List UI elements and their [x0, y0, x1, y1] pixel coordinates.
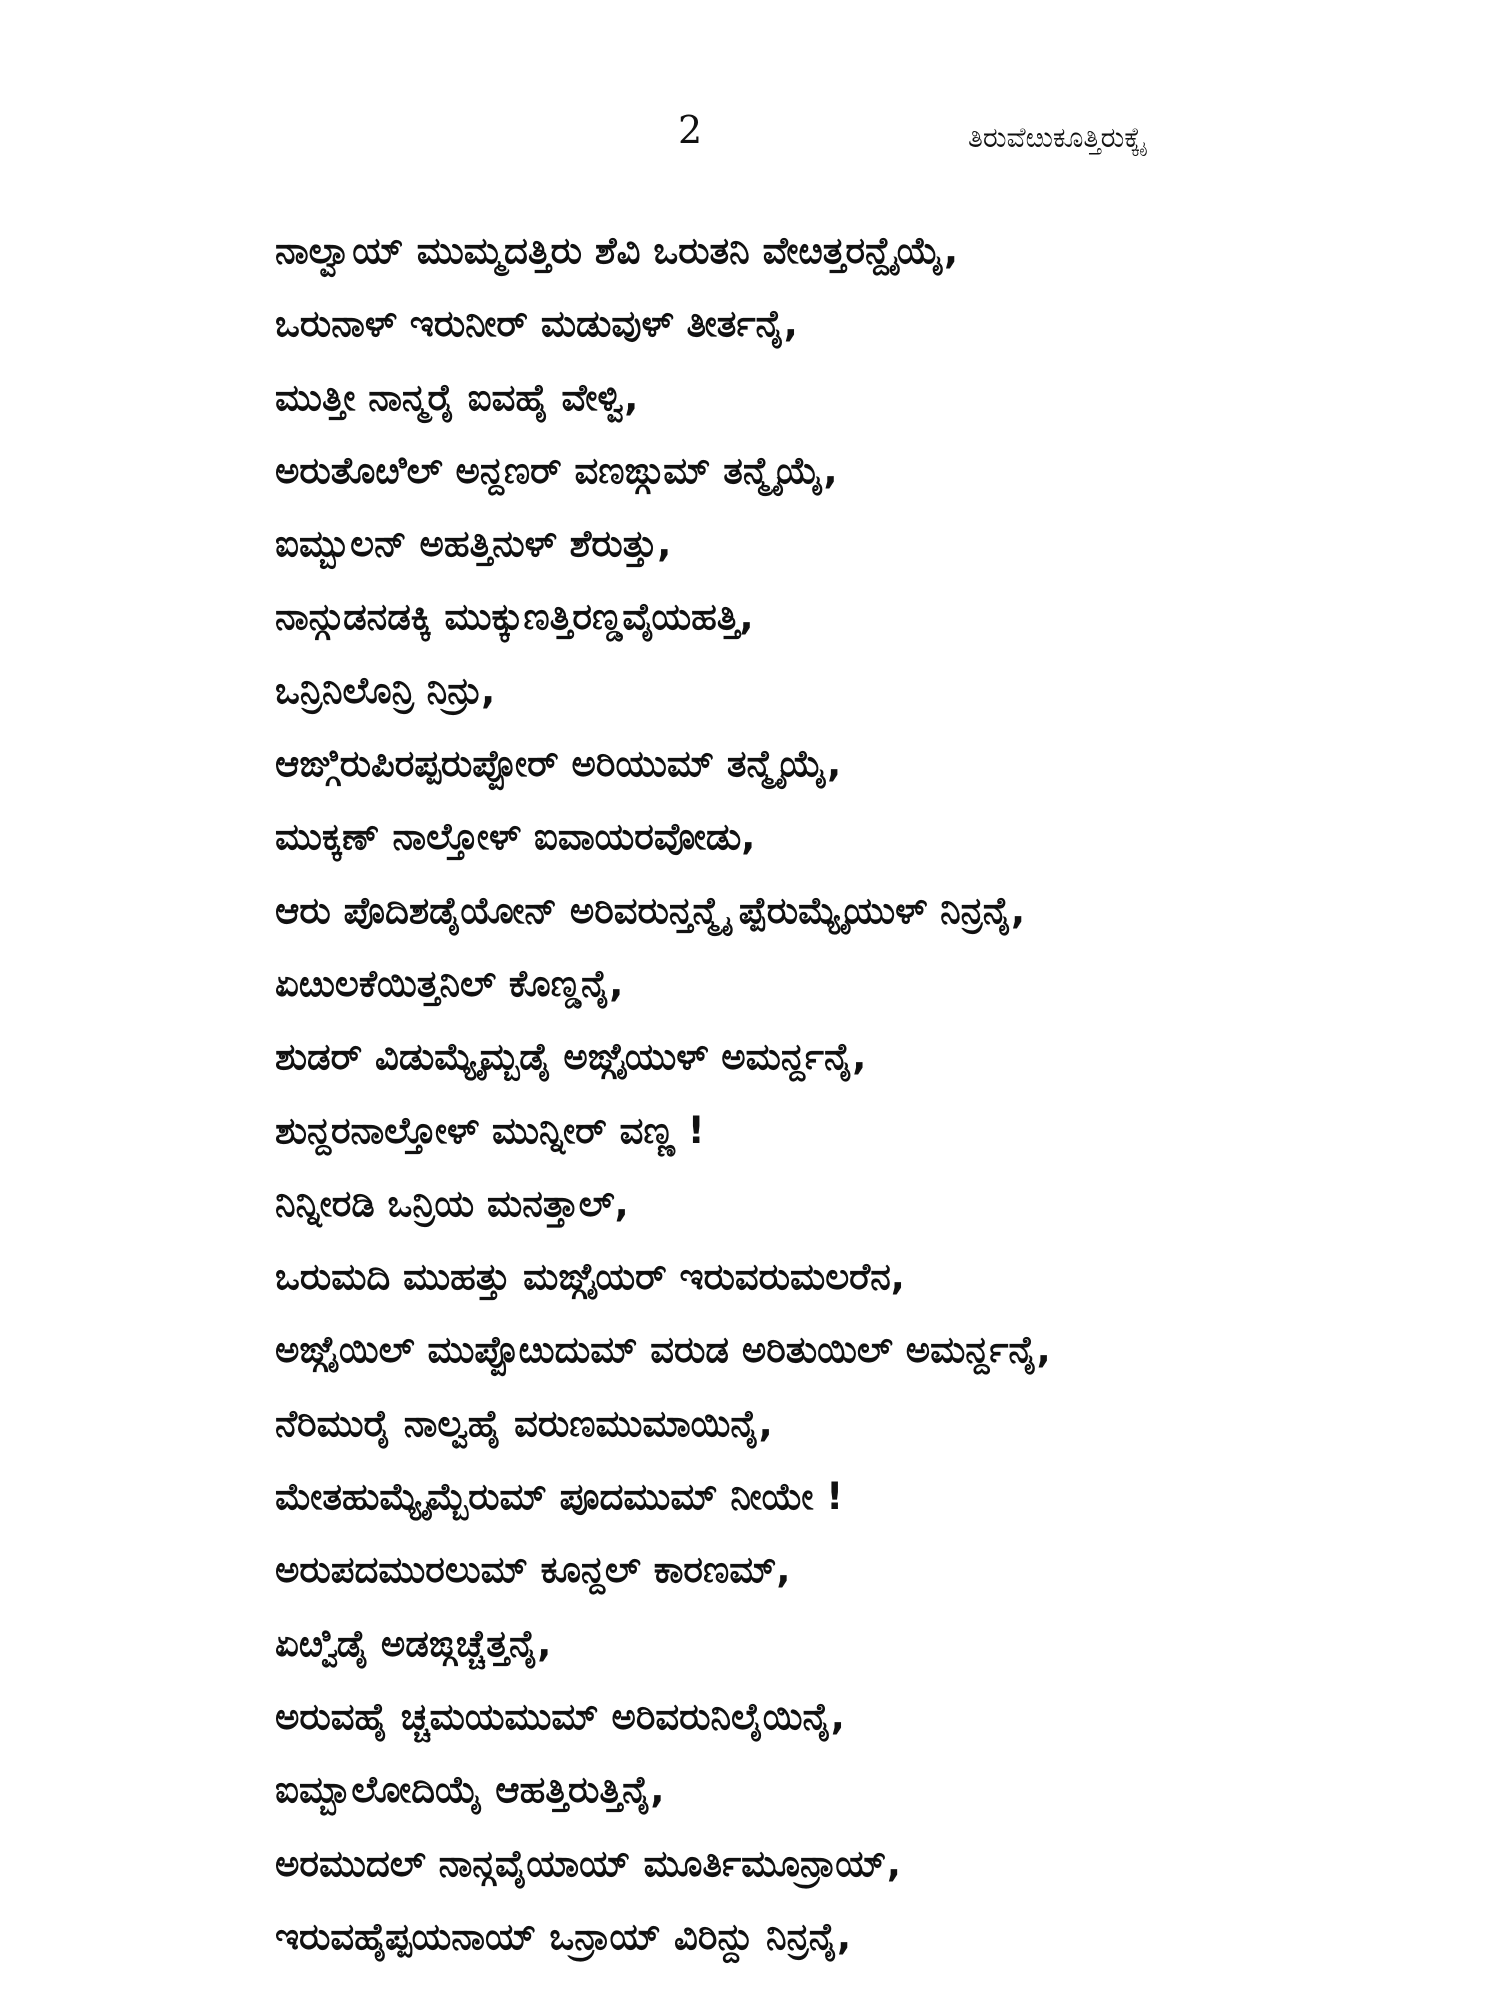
- verse-line: ಶುಡರ್ ವಿಡುಮ್ಯೈಮ್ಬಡೈ ಅಙ್ಗೈಯುಳ್ ಅಮರ್ನ್ದನೈ,: [275, 1035, 867, 1079]
- verse-line: ಮುಕ್ಕಣ್ ನಾಲ್ತೋಳ್ ಐವಾಯರವೋಡು,: [275, 815, 756, 859]
- verse-line: ನಾನ್ಗುಡನಡಕ್ಕಿ ಮುಕ್ಕುಣತ್ತಿರಣ್ಡವೈಯಹತ್ತಿ,: [275, 595, 754, 639]
- verse-line: ಐಮ್ಬಾಲೋದಿಯೈ ಆಹತ್ತಿರುತ್ತಿನೈ,: [275, 1768, 665, 1812]
- verse-line: ಐಮ್ಬುಲನ್ ಅಹತ್ತಿನುಳ್ ಶೆರುತ್ತು,: [275, 522, 672, 566]
- verse-line: ಅರುಪದಮುರಲುಮ್ ಕೂನ್ದಲ್ ಕಾರಣಮ್,: [275, 1548, 791, 1592]
- running-head-title: ತಿರುವೆೞುಕೂತ್ತಿರುಕ್ಕೈ: [968, 121, 1146, 154]
- verse-line: ಅರುತೊೞಿಲ್ ಅನ್ದಣರ್ ವಣಙ್ಗುಮ್ ತನ್ಮೈಯೈ,: [275, 448, 838, 492]
- verse-line: ಒನ್ರಿನಿಲೊನ್ರಿ ನಿನ್ರು,: [275, 668, 496, 712]
- verse-line: ನೆರಿಮುರೈ ನಾಲ್ವಹೈ ವರುಣಮುಮಾಯಿನೈ,: [275, 1401, 773, 1445]
- verse-line: ಅಙ್ಗೈಯಿಲ್ ಮುಪ್ಪೊೞುದುಮ್ ವರುಡ ಅರಿತುಯಿಲ್ ಅಮರ್ನ್ದನೈ,: [275, 1328, 1051, 1372]
- verse-line: ಒರುಮದಿ ಮುಹತ್ತು ಮಙ್ಗೈಯರ್ ಇರುವರುಮಲರೆನ,: [275, 1255, 905, 1299]
- verse-line: ಅರುವಹೈ ಚ್ಚಮಯಮುಮ್ ಅರಿವರುನಿಲೈಯಿನೈ,: [275, 1694, 845, 1738]
- verse-line: ಇರುವಹೈಪ್ಪಯನಾಯ್ ಒನ್ರಾಯ್ ವಿರಿನ್ದು ನಿನ್ರನೈ,: [275, 1914, 852, 1958]
- verse-line: ಆಙ್ಗಿರುಪಿರಪ್ಪರುಪ್ಪೋರ್ ಅರಿಯುಮ್ ತನ್ಮೈಯೈ,: [275, 742, 842, 786]
- verse-text: [275, 224, 1425, 1983]
- verse-line: ಮುತ್ತೀ ನಾನ್ಮರೈ ಐವಹೈ ವೇಳ್ವಿ,: [275, 375, 639, 419]
- verse-line: ನಾಲ್ವಾಯ್ ಮುಮ್ಮದತ್ತಿರು ಶೆವಿ ಒರುತನಿ ವೇೞತ್ತರನ್ದೈಯೈ,: [275, 229, 959, 272]
- verse-line: ಅರಮುದಲ್ ನಾನ್ಗವೈಯಾಯ್ ಮೂರ್ತಿಮೂನ್ರಾಯ್,: [275, 1841, 901, 1885]
- page-number: 2: [678, 108, 703, 152]
- verse-line: ಏೞುಲಕೆಯಿತ್ತನಿಲ್ ಕೊಣ್ಡನೈ,: [275, 961, 624, 1005]
- verse-line: ಮೇತಹುಮ್ಯೈಮ್ಬೆರುಮ್ ಪೂದಮುಮ್ ನೀಯೇ !: [275, 1475, 844, 1519]
- verse-line: ನಿನ್ನೀರಡಿ ಒನ್ರಿಯ ಮನತ್ತಾಲ್,: [275, 1181, 629, 1225]
- verse-line: ಶುನ್ದರನಾಲ್ತೋಳ್ ಮುನ್ನೀರ್ ವಣ್ಣ !: [275, 1108, 705, 1152]
- verse-line: ಏೞ್ವಿಡೈ ಅಡಙ್ಗಚ್ಚೆತ್ತನೈ,: [275, 1621, 552, 1665]
- verse-line: ಒರುನಾಳ್ ಇರುನೀರ್ ಮಡುವುಳ್ ತೀರ್ತನೈ,: [275, 302, 798, 346]
- verse-line: ಆರು ಪೊದಿಶಡೈಯೋನ್ ಅರಿವರುನ್ತನ್ಮೈ ಪ್ಪೆರುಮ್ಯೈಯುಳ್ ನಿನ್ರನೈ,: [275, 888, 1026, 932]
